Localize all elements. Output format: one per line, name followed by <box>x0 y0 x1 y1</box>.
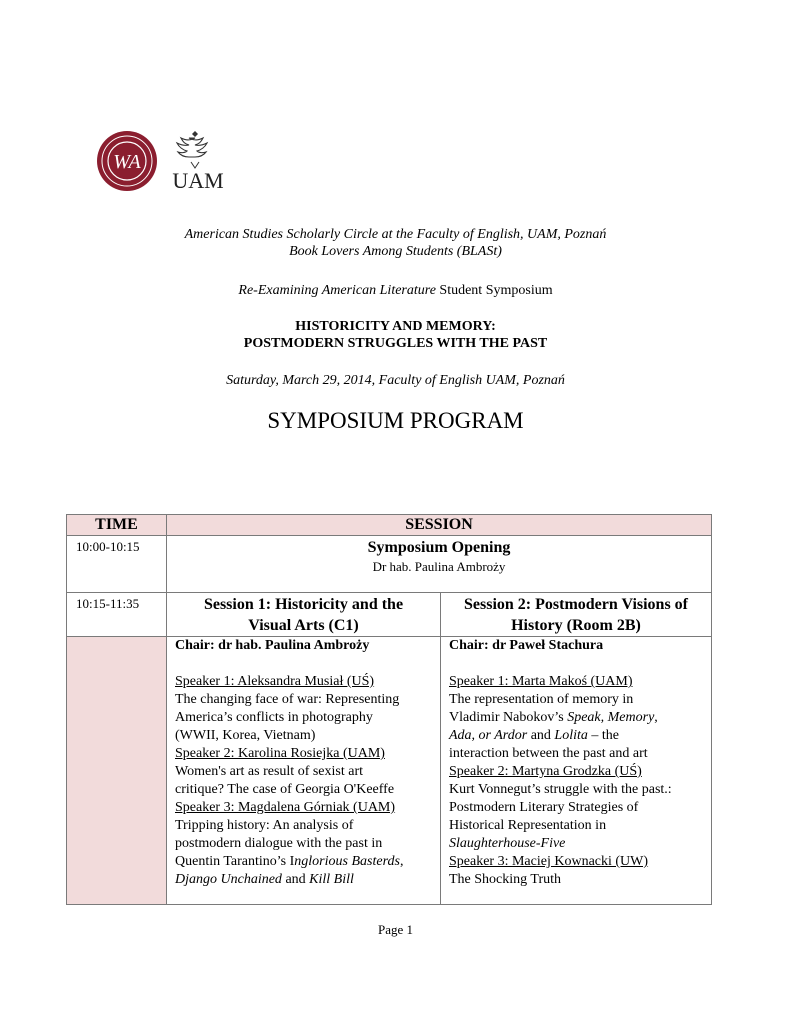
session1-title-line2: Visual Arts (C1) <box>248 617 359 634</box>
opening-title: Symposium Opening <box>367 539 511 556</box>
talk-text: Vladimir Nabokov’s <box>449 710 568 725</box>
symposium-name-suffix: Student Symposium <box>435 283 553 298</box>
talk-line <box>449 727 703 745</box>
session2-talk3 <box>449 871 703 889</box>
talk-line: The changing face of war: Representing <box>175 692 400 707</box>
session1-header <box>167 593 441 637</box>
session1-talk2 <box>175 763 432 799</box>
talk-line: Historical Representation in <box>449 818 607 833</box>
club-line: Book Lovers Among Students (BLASt) <box>289 244 502 259</box>
time-opening: 10:00-10:15 <box>67 536 167 593</box>
uam-logo-text: UAM <box>172 168 224 193</box>
talk-text: – the <box>587 728 619 743</box>
theme-line-2: POSTMODERN STRUGGLES WITH THE PAST <box>243 336 548 351</box>
theme <box>0 318 791 352</box>
session1-speaker2: Speaker 2: Karolina Rosiejka (UAM) <box>175 746 385 761</box>
header-session: SESSION <box>167 515 712 536</box>
talk-line: Postmodern Literary Strategies of <box>449 800 639 815</box>
header-org <box>0 226 791 260</box>
header-time: TIME <box>67 515 167 536</box>
talk-line: Women's art as result of sexist art <box>175 764 364 779</box>
book-title: Slaughterhouse-Five <box>449 836 566 851</box>
page-title: SYMPOSIUM PROGRAM <box>267 408 524 433</box>
session2-speaker1: Speaker 1: Marta Makoś (UAM) <box>449 674 633 689</box>
opening-cell <box>167 536 712 593</box>
session1-talk3 <box>175 817 432 889</box>
talk-line: Kurt Vonnegut’s struggle with the past.: <box>449 782 672 797</box>
session1-title-line1: Session 1: Historicity and the <box>203 596 404 613</box>
talk-text: and <box>527 728 555 743</box>
film-title: Django Unchained <box>175 872 282 887</box>
page-number: Page 1 <box>377 922 414 937</box>
logo-graphics <box>96 128 226 194</box>
book-title: Ada, or Ardor <box>449 728 528 743</box>
session2-header <box>441 593 712 637</box>
talk-line: The Shocking Truth <box>449 872 562 887</box>
theme-line-1: HISTORICITY AND MEMORY: <box>295 319 496 334</box>
talk-text: Quentin Tarantino’s I <box>175 854 295 869</box>
talk-line: Tripping history: An analysis of <box>175 818 354 833</box>
film-title: nglorious Basterds <box>294 854 400 869</box>
talk-line: critique? The case of Georgia O'Keeffe <box>175 782 395 797</box>
session1-speaker1: Speaker 1: Aleksandra Musiał (UŚ) <box>175 674 375 689</box>
wa-seal-logo <box>97 131 157 191</box>
session1-speaker3: Speaker 3: Magdalena Górniak (UAM) <box>175 800 396 815</box>
talk-line: postmodern dialogue with the past in <box>175 836 383 851</box>
talk-text: and <box>281 872 310 887</box>
table-row-session-details <box>67 637 712 905</box>
program-table <box>66 514 712 905</box>
org-line: American Studies Scholarly Circle at the Faculty of English, UAM, Poznań <box>184 227 607 242</box>
opening-host: Dr hab. Paulina Ambroży <box>372 559 506 574</box>
talk-line: interaction between the past and art <box>449 746 648 761</box>
talk-line <box>175 871 432 889</box>
book-title: Speak, Memory <box>567 710 655 725</box>
session2-details <box>441 637 712 905</box>
session2-talk2 <box>449 781 703 853</box>
session2-talk1 <box>449 691 703 763</box>
session2-speaker3: Speaker 3: Maciej Kownacki (UW) <box>449 854 649 869</box>
talk-text: , <box>399 854 404 869</box>
session2-title-line2: History (Room 2B) <box>511 617 641 634</box>
time-block: 10:15-11:35 <box>67 593 167 637</box>
talk-line: The representation of memory in <box>449 692 634 707</box>
talk-text: , <box>654 710 658 725</box>
symposium-name-title: Re-Examining American Literature <box>238 283 436 298</box>
session1-details <box>167 637 441 905</box>
date-line: Saturday, March 29, 2014, Faculty of English UAM, Poznań <box>226 373 565 388</box>
table-row-sessions-header <box>67 593 712 637</box>
session1-talk1 <box>175 691 432 745</box>
session2-title-line1: Session 2: Postmodern Visions of <box>463 596 689 613</box>
wa-logo-text: WA <box>113 151 141 173</box>
session2-speaker2: Speaker 2: Martyna Grodzka (UŚ) <box>449 764 642 779</box>
talk-line <box>175 853 432 871</box>
session1-chair: Chair: dr hab. Paulina Ambroży <box>175 638 370 653</box>
logos <box>96 128 226 194</box>
talk-line: (WWII, Korea, Vietnam) <box>175 728 316 743</box>
table-row-opening <box>67 536 712 593</box>
session2-chair: Chair: dr Paweł Stachura <box>449 638 604 653</box>
symposium-name <box>0 282 791 299</box>
book-title: Lolita <box>554 728 588 743</box>
table-header-row <box>67 515 712 536</box>
talk-line: America’s conflicts in photography <box>175 710 373 725</box>
uam-eagle-logo <box>172 131 223 193</box>
talk-line <box>449 709 703 727</box>
time-empty <box>67 637 167 905</box>
film-title: Kill Bill <box>309 872 354 887</box>
